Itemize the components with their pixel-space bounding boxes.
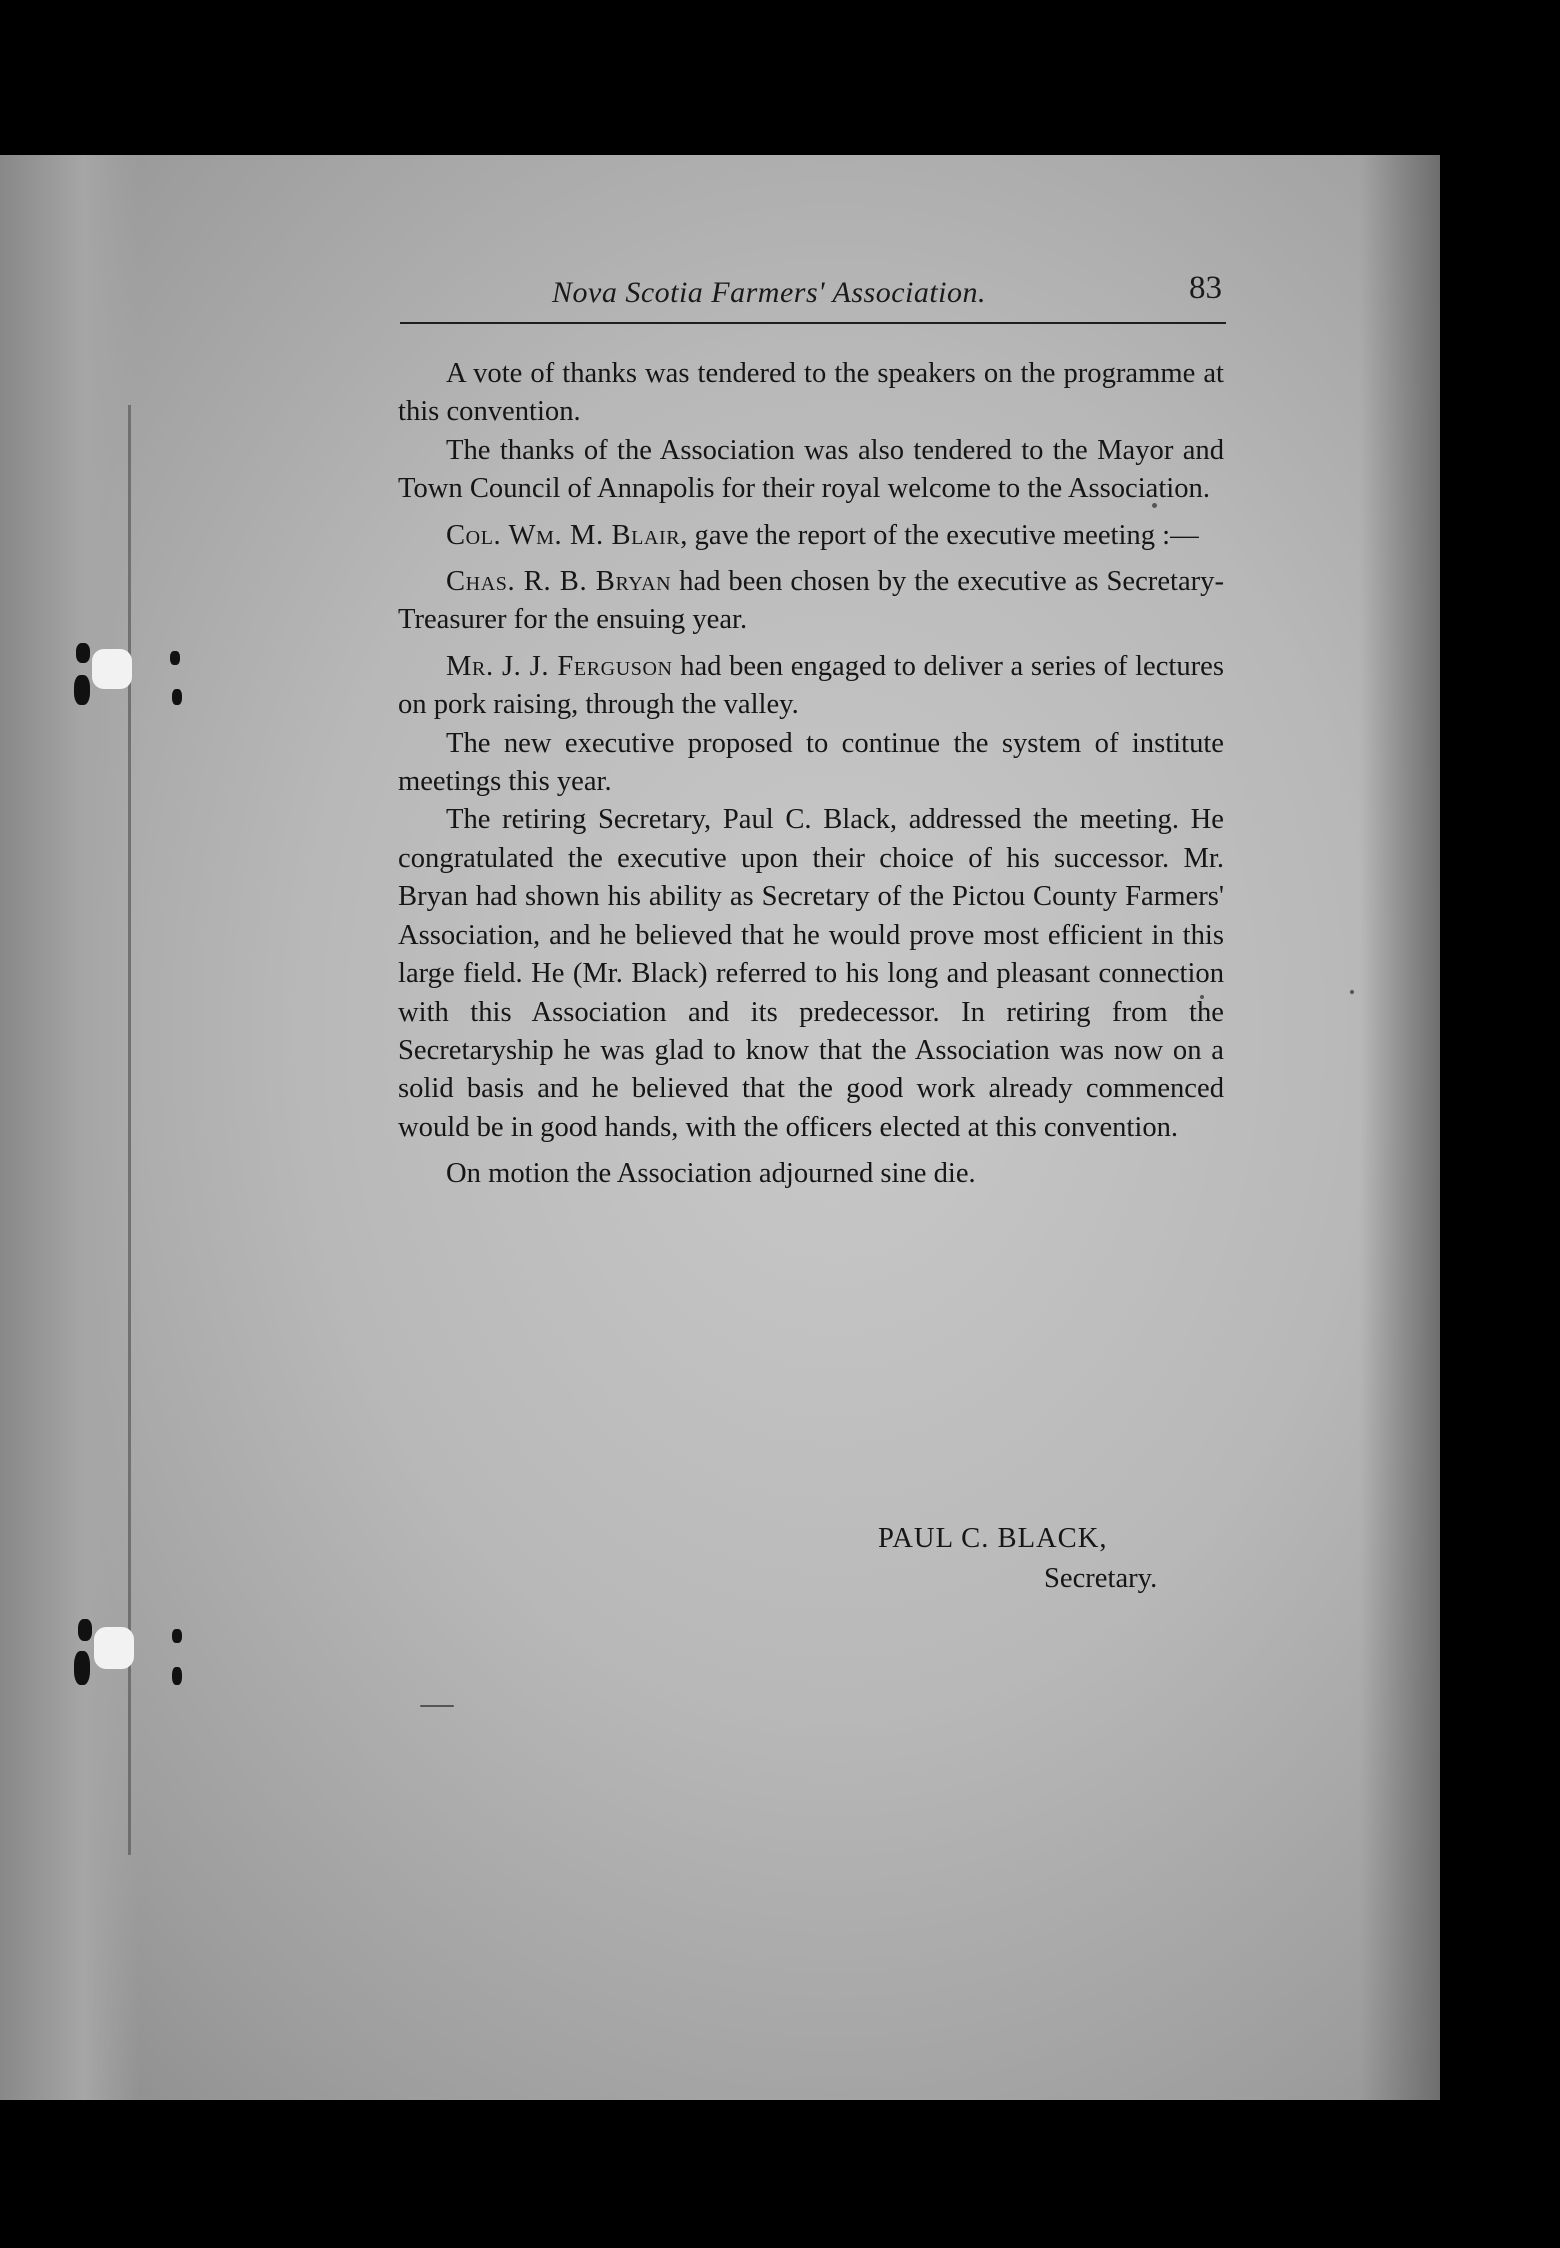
- person-name: Mr. J. J. Ferguson: [446, 650, 673, 682]
- signature-title: Secretary.: [1044, 1563, 1158, 1594]
- paragraph: Chas. R. B. Bryan had been chosen by the executive as Secretary-Treasurer for the ensuing year.: [398, 566, 1224, 636]
- running-header: [400, 270, 1226, 330]
- person-name: Col. Wm. M. Blair: [446, 519, 681, 551]
- speck: [420, 1705, 454, 1707]
- paragraph: Mr. J. J. Ferguson had been engaged to deliver a series of lectures on pork raising, through the valley.: [398, 650, 1224, 721]
- paragraph: The new executive proposed to continue the system of institute meetings this year.: [398, 727, 1224, 798]
- paragraph: Col. Wm. M. Blair, gave the report of the executive meeting :—: [446, 519, 1199, 551]
- running-title: Nova Scotia Farmers' Association.: [552, 276, 987, 309]
- staple-top: [72, 635, 182, 725]
- paragraph: The retiring Secretary, Paul C. Black, addressed the meeting. He congratulated the executive upon their choice of his successor. Mr. Bryan had shown his ability as Secretary of the Pictou County Farmers' Association, and he believed that he would prove most efficient in this large field. He (Mr. Black) referred to his long and pleasant connection with this Association and its predecessor. In retiring from the Secretaryship he was glad to know that the Association was now on a solid basis and he believed that the good work already commenced would be in good hands, with the officers elected at this convention.: [398, 804, 1224, 1143]
- paragraph: On motion the Association adjourned sine die.: [446, 1158, 976, 1190]
- signature-name: PAUL C. BLACK,: [878, 1523, 1108, 1554]
- staple-bottom: [72, 1615, 182, 1705]
- page-number: 83: [1189, 270, 1222, 306]
- header-rule: [400, 322, 1226, 324]
- person-name: Chas. R. B. Bryan: [446, 566, 672, 598]
- signature-block: [398, 1520, 1224, 1610]
- speck: [1350, 990, 1354, 994]
- paragraph: A vote of thanks was tendered to the speakers on the programme at this convention.: [398, 358, 1224, 428]
- body-text: [398, 355, 1224, 1194]
- paragraph: The thanks of the Association was also tendered to the Mayor and Town Council of Annapolis for their royal welcome to the Association.: [398, 434, 1224, 505]
